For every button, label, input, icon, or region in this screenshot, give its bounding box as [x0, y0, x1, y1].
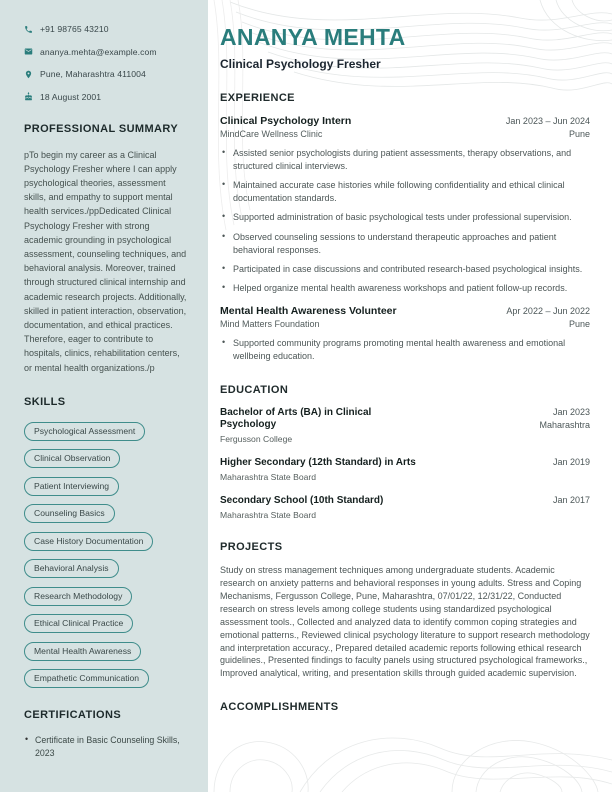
- job-bullet: • Supported administration of basic psychological tests under professional supervision.: [220, 211, 590, 224]
- certifications-heading: CERTIFICATIONS: [24, 709, 122, 722]
- education-item: [220, 407, 590, 445]
- contact-section: [24, 24, 190, 102]
- job-bullet: • Maintained accurate case histories while following confidentiality and ethical clinical documentation standards.: [220, 179, 590, 205]
- summary-heading: PROFESSIONAL SUMMARY: [24, 122, 179, 135]
- education-degree: Secondary School (10th Standard): [220, 495, 384, 507]
- certification-item: • Certificate in Basic Counseling Skills, 2023: [24, 734, 184, 759]
- education-heading: EDUCATION: [220, 383, 289, 396]
- job-bullet: • Supported community programs promoting mental health awareness and emotional wellbeing education.: [220, 337, 590, 363]
- projects-text: Study on stress management techniques among undergraduate students. Academic research on anxiety patterns and behavioral responses in young adults. Stress and Coping Mechanisms, Fergusson College, Pune, Maharashtra, 07/01/22, 12/31/22, Conducted research on stress levels among college students using standardized psychological assessment tools., Collected and analyzed data to identify common coping strategies and emotional patterns., Reviewed clinical psychology literature to support research methodology and interpretation accuracy., Prepared detailed academic reports following ethical research guidelines., Presented findings to faculty panels using structured psychological frameworks., Improved analytical, writing, and presentation skills through guided academic supervision.: [220, 565, 590, 679]
- phone-number: +91 98765 43210: [40, 24, 109, 34]
- skill-pill: Empathetic Communication: [24, 669, 149, 688]
- job-bullet: • Participated in case discussions and contributed research-based psychological insights.: [220, 263, 590, 276]
- skill-pill: Research Methodology: [24, 587, 132, 606]
- accomplishments-heading: ACCOMPLISHMENTS: [220, 701, 339, 714]
- certifications-list: [24, 734, 190, 759]
- job-bullet-list: [220, 147, 590, 295]
- education-school: Fergusson College: [220, 434, 293, 445]
- candidate-title: Clinical Psychology Fresher: [220, 57, 381, 72]
- job-dates: Apr 2022 – Jun 2022: [506, 305, 590, 316]
- projects-heading: PROJECTS: [220, 541, 283, 554]
- job-title: Clinical Psychology Intern: [220, 115, 352, 128]
- job-title: Mental Health Awareness Volunteer: [220, 304, 397, 317]
- skill-pill: Mental Health Awareness: [24, 642, 141, 661]
- contact-email: [24, 47, 190, 57]
- education-school: Maharashtra State Board: [220, 510, 317, 521]
- skill-pill: Behavioral Analysis: [24, 559, 119, 578]
- email-address: ananya.mehta@example.com: [40, 46, 157, 57]
- education-degree: Bachelor of Arts (BA) in Clinical Psychology: [220, 406, 372, 431]
- birthday-text: 18 August 2001: [40, 91, 102, 102]
- skill-pill: Psychological Assessment: [24, 422, 145, 441]
- job-location: Pune: [568, 129, 590, 140]
- job-bullet-list: [220, 337, 590, 363]
- job-bullet: • Observed counseling sessions to understand therapeutic approaches and patient behavioral responses.: [220, 231, 590, 257]
- skill-pill: Case History Documentation: [24, 532, 153, 551]
- location-text: Pune, Maharashtra 411004: [40, 69, 146, 79]
- skills-heading: SKILLS: [24, 395, 66, 408]
- candidate-name: ANANYA MEHTA: [220, 24, 406, 50]
- contact-location: [24, 69, 190, 79]
- contact-birthday: [24, 92, 190, 102]
- education-location: Maharashtra: [539, 419, 590, 430]
- experience-job: [220, 115, 590, 295]
- summary-text: pTo begin my career as a Clinical Psychology Fresher where I can apply psychological theories, assessment skills, and empathy to support mental health services./ppDedicated Clinical Psychology Fresher with strong academic grounding in psychological assessment, counseling techniques, and behavioral analysis. Moreover, trained through structured clinical internship and academic research projects. Additionally, skilled in patient interaction, observation, documentation, and ethical practices. Therefore, eager to contribute to hospitals, clinics, rehabilitation centers, or mental health organizations./p: [24, 149, 187, 373]
- skill-pill: Clinical Observation: [24, 449, 120, 468]
- sidebar: [0, 0, 208, 792]
- job-company: Mind Matters Foundation: [220, 318, 320, 329]
- experience-heading: EXPERIENCE: [220, 92, 295, 105]
- skill-pill: Counseling Basics: [24, 504, 115, 523]
- education-date: Jan 2019: [552, 457, 590, 468]
- job-location: Pune: [568, 318, 590, 329]
- job-dates: Jan 2023 – Jun 2024: [505, 116, 590, 127]
- education-item: [220, 457, 590, 482]
- phone-icon: [24, 25, 33, 34]
- skills-list: [24, 421, 190, 689]
- job-company: MindCare Wellness Clinic: [220, 129, 323, 140]
- skill-pill: Ethical Clinical Practice: [24, 614, 133, 633]
- skill-pill: Patient Interviewing: [24, 477, 119, 496]
- education-date: Jan 2017: [552, 495, 590, 506]
- location-icon: [24, 70, 33, 79]
- experience-job: [220, 305, 590, 363]
- job-bullet: • Assisted senior psychologists during patient assessments, therapy observations, and structured clinical interviews.: [220, 147, 590, 173]
- email-icon: [24, 47, 33, 56]
- education-date: Jan 2023: [552, 406, 590, 417]
- job-bullet: • Helped organize mental health awareness workshops and patient follow-up records.: [220, 282, 590, 295]
- education-school: Maharashtra State Board: [220, 472, 317, 483]
- contact-phone: [24, 24, 190, 34]
- education-degree: Higher Secondary (12th Standard) in Arts: [220, 457, 416, 469]
- education-item: [220, 495, 590, 520]
- main-column: [208, 0, 612, 792]
- birthday-icon: [24, 92, 33, 101]
